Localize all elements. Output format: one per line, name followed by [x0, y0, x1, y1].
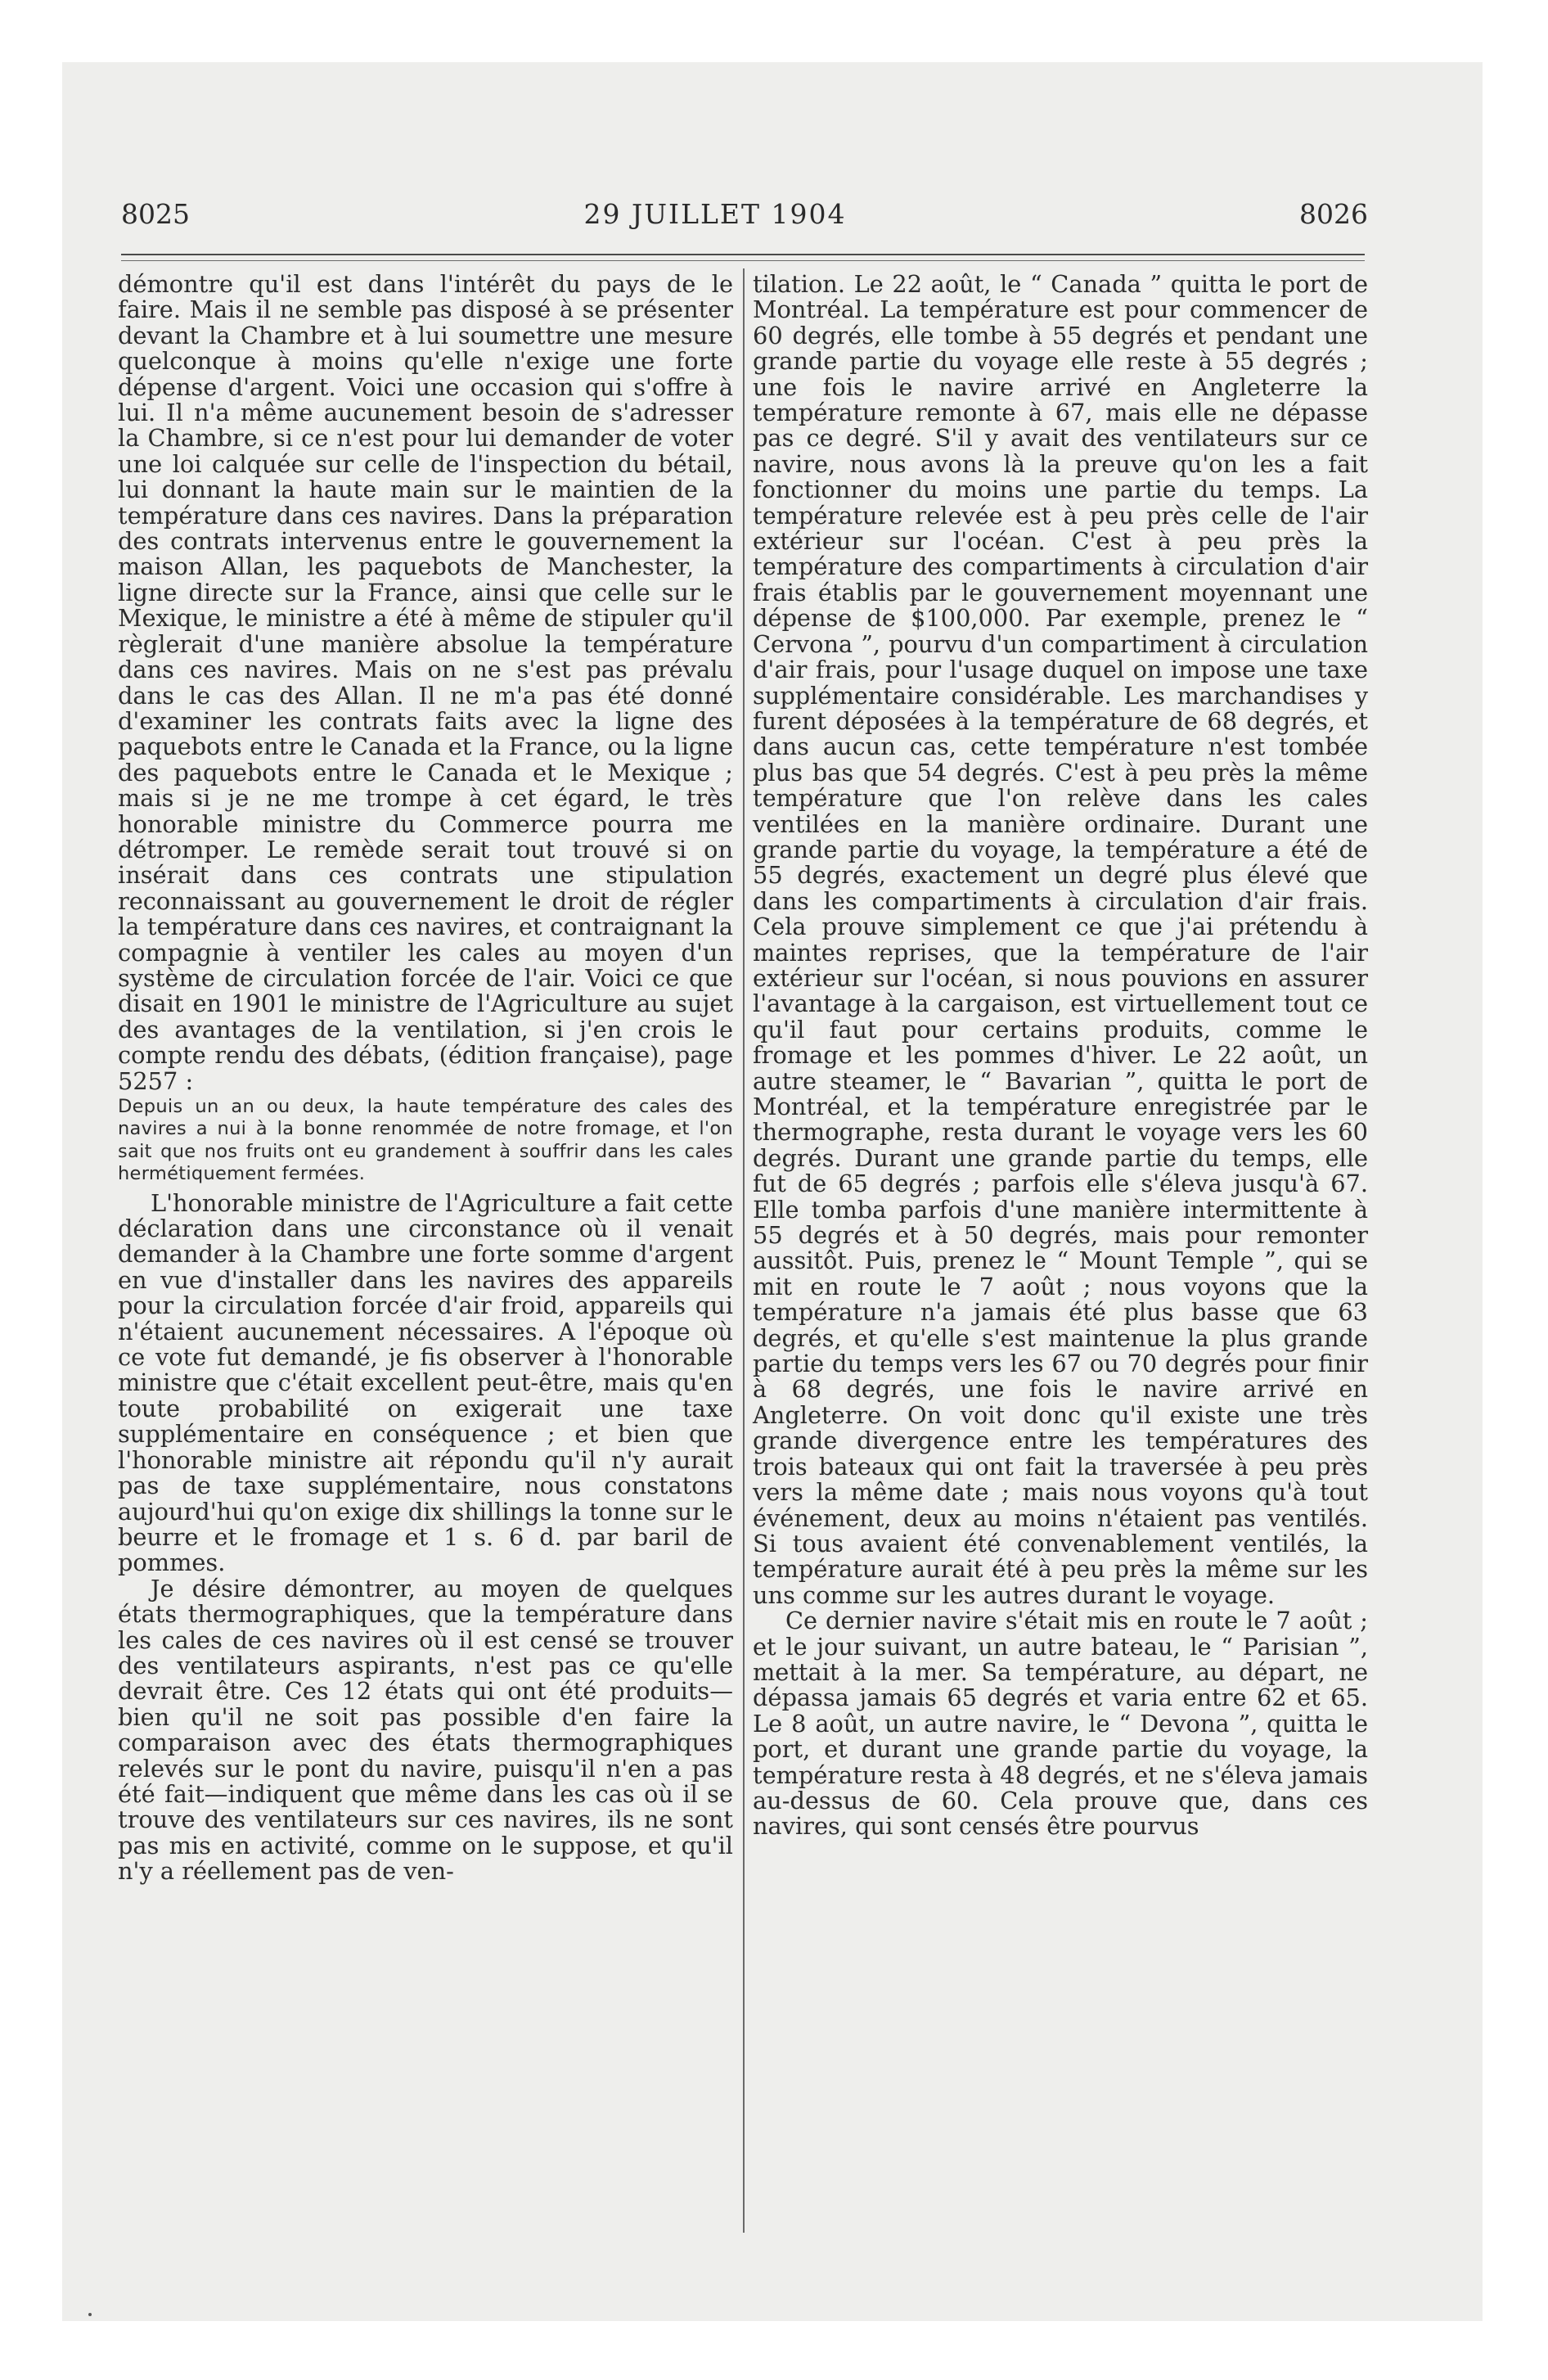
page-number-right: 8026 — [1299, 198, 1368, 230]
header-rule-thin — [121, 260, 1365, 261]
column-divider — [743, 268, 745, 2233]
paragraph: L'honorable ministre de l'Agriculture a fait cette déclaration dans une circonstance où il venait demander à la Chambre une forte somme d'argent en vue d'installer dans les navires des appareils pour la circulation forcée d'air froid, appareils qui n'étaient aucunement nécessaires. A l'époque où ce vote fut demandé, je fis observer à l'honorable ministre que c'était excellent peut-être, mais qu'en toute probabilité on exigerait une taxe supplémentaire en conséquence ; et bien que l'honorable ministre ait répondu qu'il n'y aurait pas de taxe supplémentaire, nous constatons aujourd'hui qu'on exige dix shillings la tonne sur le beurre et le fromage et 1 s. 6 d. par baril de pommes. — [118, 1188, 733, 1577]
paragraph: tilation. Le 22 août, le “ Canada ” quitta le port de Montréal. La température est pour commencer de 60 degrés, elle tombe à 55 degrés et pendant une grande partie du voyage elle reste à 55 degrés ; une fois le navire arrivé en Angleterre la température remonte à 67, mais elle ne dépasse pas ce degré. S'il y avait des ventilateurs sur ce navire, nous avons là la preuve qu'on les a fait fonctionner du moins une partie du temps. La température relevée est à peu près celle de l'air extérieur sur l'océan. C'est à peu près la température des compartiments à circulation d'air frais établis par le gouvernement moyennant une dépense de $100,000. Par exemple, prenez le “ Cervona ”, pourvu d'un compartiment à circulation d'air frais, pour l'usage duquel on impose une taxe supplémentaire considérable. Les marchandises y furent déposées à la température de 68 degrés, et dans aucun cas, cette température n'est tombée plus bas que 54 degrés. C'est à peu près la même température que l'on relève dans les cales ventilées en la manière ordinaire. Durant une grande partie du voyage, la température a été de 55 degrés, exactement un degré plus élevé que dans les compartiments à circulation d'air frais. Cela prouve simplement ce que j'ai prétendu à maintes reprises, que la température de l'air extérieur sur l'océan, si nous pouvions en assurer l'avantage à la cargaison, est virtuellement tout ce qu'il faut pour certains produits, comme le fromage et les pommes d'hiver. Le 22 août, un autre steamer, le “ Bavarian ”, quitta le port de Montréal, et la température enregistrée par le thermographe, resta durant le voyage vers les 60 degrés. Durant une grande partie du temps, elle fut de 65 degrés ; parfois elle s'éleva jusqu'à 67. Elle tomba parfois d'une manière intermittente à 55 degrés et à 50 degrés, mais pour remonter aussitôt. Puis, prenez le “ Mount Temple ”, qui se mit en route le 7 août ; nous voyons que la température n'a jamais été plus basse que 63 degrés, et qu'elle s'est maintenue la plus grande partie du temps vers les 67 ou 70 degrés pour finir à 68 degrés, une fois le navire arrivé en Angleterre. On voit donc qu'il existe une très grande divergence entre les températures des trois bateaux qui ont fait la traversée à peu près vers la même date ; mais nous voyons qu'à tout événement, deux au moins n'étaient pas ventilés. Si tous avaient été convenablement ventilés, la température aurait été à peu près la même sur les uns comme sur les autres durant le voyage. — [753, 270, 1368, 1609]
paragraph: Je désire démontrer, au moyen de quelques états thermographiques, que la température dans les cales de ces navires où il est censé se trouver des ventilateurs aspirants, n'est pas ce qu'elle devrait être. Ces 12 états qui ont été produits—bien qu'il ne soit pas possible d'en faire la comparaison avec des états thermographiques relevés sur le pont du navire, puisqu'il n'en a pas été fait—indiquent que même dans les cas où il se trouve des ventilateurs sur ces navires, ils ne sont pas mis en activité, comme on le suppose, et qu'il n'y a réellement pas de ven- — [118, 1574, 733, 1886]
quotation: Depuis un an ou deux, la haute température des cales des navires a nui à la bonne renommée de notre fromage, et l'on sait que nos fruits ont eu grandement à souffrir dans les cales hermétiquement fermées. — [118, 1096, 733, 1185]
page-number-left: 8025 — [121, 198, 190, 230]
page-date: 29 JUILLET 1904 — [583, 198, 847, 230]
left-column — [118, 272, 733, 1885]
header-rule — [121, 254, 1365, 255]
right-column — [753, 272, 1368, 1840]
scan-speck — [88, 2313, 92, 2316]
paragraph: démontre qu'il est dans l'intérêt du pays de le faire. Mais il ne semble pas disposé à se présenter devant la Chambre et à lui soumettre une mesure quelconque à moins qu'elle n'exige une forte dépense d'argent. Voici une occasion qui s'offre à lui. Il n'a même aucunement besoin de s'adresser la Chambre, si ce n'est pour lui demander de voter une loi calquée sur celle de l'inspection du bétail, lui donnant la haute main sur le maintien de la température dans ces navires. Dans la préparation des contrats intervenus entre le gouvernement la maison Allan, les paquebots de Manchester, la ligne directe sur la France, ainsi que celle sur le Mexique, le ministre a été à même de stipuler qu'il règlerait d'une manière absolue la température dans ces navires. Mais on ne s'est pas prévalu dans le cas des Allan. Il ne m'a pas été donné d'examiner les contrats faits avec la ligne des paquebots entre le Canada et la France, ou la ligne des paquebots entre le Canada et le Mexique ; mais si je ne me trompe à cet égard, le très honorable ministre du Commerce pourra me détromper. Le remède serait tout trouvé si on insérait dans ces contrats une stipulation reconnaissant au gouvernement le droit de régler la température dans ces navires, et contraignant la compagnie à ventiler les cales au moyen d'un système de circulation forcée de l'air. Voici ce que disait en 1901 le ministre de l'Agriculture au sujet des avantages de la ventilation, si j'en crois le compte rendu des débats, (édition française), page 5257 : — [118, 270, 733, 1095]
paragraph: Ce dernier navire s'était mis en route le 7 août ; et le jour suivant, un autre bateau, le “ Parisian ”, mettait à la mer. Sa température, au départ, ne dépassa jamais 65 degrés et varia entre 62 et 65. Le 8 août, un autre navire, le “ Devona ”, quitta le port, et durant une grande partie du voyage, la température resta à 48 degrés, et ne s'éleva jamais au-dessus de 60. Cela prouve que, dans ces navires, qui sont censés être pourvus — [753, 1607, 1368, 1841]
page-header — [62, 198, 1368, 247]
